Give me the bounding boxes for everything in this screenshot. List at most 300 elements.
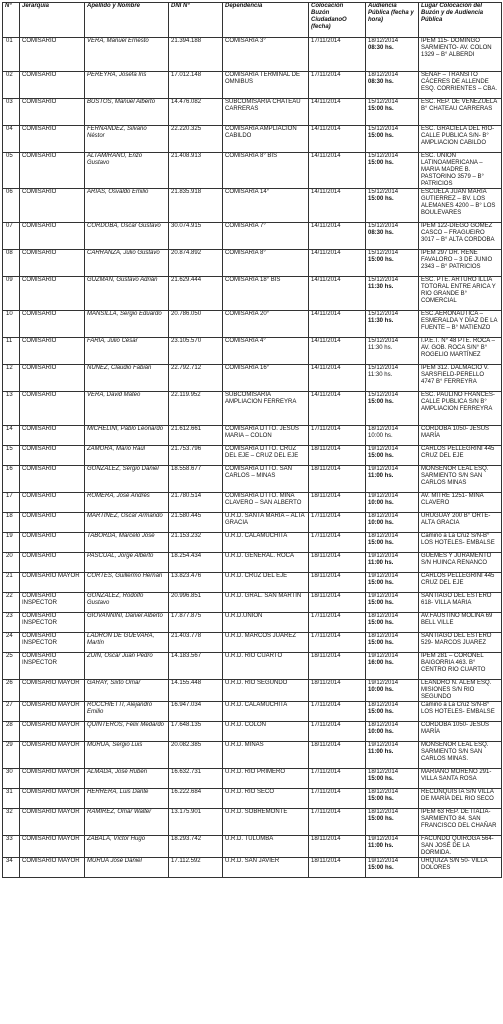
audiencia-fecha: 15/12/2014	[368, 99, 399, 105]
row-colocacion: 18/11/2014	[309, 593, 366, 613]
table-row	[3, 126, 502, 153]
row-dependencia: COMISARIA 7°	[223, 223, 309, 250]
row-colocacion: 14/11/2014	[309, 392, 366, 426]
row-number: 10	[3, 311, 20, 338]
audiencia-fecha: 18/12/2014	[368, 702, 399, 708]
row-audiencia	[366, 836, 419, 858]
audiencia-fecha: 15/12/2014	[368, 250, 399, 256]
row-dependencia: COMISARIA DTTO. JESUS MARIA – COLON	[223, 426, 309, 446]
row-jerarquia: COMISARIO MAYOR	[20, 680, 85, 702]
table-row	[3, 573, 502, 593]
row-dependencia: U.R.D. SANTA MARIA – ALTA GRACIA	[223, 513, 309, 533]
row-jerarquia: COMISARIO INSPECTOR	[20, 593, 85, 613]
row-number: 18	[3, 513, 20, 533]
row-number: 24	[3, 633, 20, 653]
header-lugar: Lugar Colocación del Buzón y de Audiencia Pública	[419, 3, 502, 38]
table-row	[3, 633, 502, 653]
row-number: 31	[3, 789, 20, 809]
row-audiencia	[366, 72, 419, 99]
audiencia-hora: 15:00 hs.	[368, 865, 394, 871]
row-lugar: MONSEÑOR LEAL ESQ. SARMIENTO S/N SAN CARLOS MINAS.	[419, 742, 502, 769]
row-lugar: MARIANO MORENO 291- VILLA SANTA ROSA	[419, 769, 502, 789]
row-dni: 21.408.913	[169, 153, 223, 189]
audiencia-fecha: 19/12/2014	[368, 742, 399, 748]
row-lugar: URUGUAY 200 B° ORTE- ALTA GRACIA	[419, 513, 502, 533]
row-jerarquia: COMISARIO	[20, 189, 85, 223]
row-dni: 14.155.448	[169, 680, 223, 702]
row-audiencia	[366, 593, 419, 613]
row-apellido-nombre: ZABALA, Víctor Hugo	[85, 836, 169, 858]
row-number: 13	[3, 392, 20, 426]
row-audiencia	[366, 38, 419, 72]
row-number: 02	[3, 72, 20, 99]
row-jerarquia: COMISARIO	[20, 426, 85, 446]
row-lugar: SENAF – TRÁNSITO CÁCERES DE ALLENDE ESQ. CORRIENTES – CBA.	[419, 72, 502, 99]
row-colocacion: 17/11/2014	[309, 613, 366, 633]
row-apellido-nombre: CORDOBA, Oscar Gustavo	[85, 223, 169, 250]
row-colocacion: 18/11/2014	[309, 466, 366, 493]
row-dependencia: U.R.D. RIO SECO	[223, 789, 309, 809]
row-apellido-nombre: ZUIN, Oscar Juan Pedro	[85, 653, 169, 680]
table-row	[3, 858, 502, 878]
table-row	[3, 809, 502, 836]
row-colocacion: 14/11/2014	[309, 277, 366, 311]
row-lugar: I.P.E.T. N° 48 PTE. ROCA – AV. GOB. ROCA S/N° B° ROGELIO MARTÍNEZ	[419, 338, 502, 365]
row-dni: 21.403.778	[169, 633, 223, 653]
row-number: 03	[3, 99, 20, 126]
row-number: 30	[3, 769, 20, 789]
row-lugar: CARLOS PELLEGRINI 445 CRUZ DEL EJE	[419, 573, 502, 593]
row-dni: 21.580.445	[169, 513, 223, 533]
audiencia-hora: 11:00 hs.	[368, 749, 394, 755]
table-row	[3, 533, 502, 553]
row-colocacion: 17/11/2014	[309, 513, 366, 533]
row-apellido-nombre: CARRANZA, Julio Gustavo	[85, 250, 169, 277]
row-colocacion: 17/11/2014	[309, 809, 366, 836]
row-jerarquia: COMISARIO	[20, 277, 85, 311]
row-jerarquia: COMISARIO	[20, 38, 85, 72]
row-number: 19	[3, 533, 20, 553]
table-header-row	[3, 3, 502, 38]
row-jerarquia: COMISARIO	[20, 250, 85, 277]
row-dependencia: COMISARIA 20°	[223, 311, 309, 338]
row-dni: 13.175.901	[169, 809, 223, 836]
row-number: 25	[3, 653, 20, 680]
row-dni: 21.153.232	[169, 533, 223, 553]
row-apellido-nombre: PASCUAL, Jorge Alberto	[85, 553, 169, 573]
row-lugar: ESCUELA JUAN MARIA GUTIERREZ – BV. LOS ALEMANES 4200 – B° LOS BOULEVARES	[419, 189, 502, 223]
row-audiencia	[366, 533, 419, 553]
row-dni: 21.612.661	[169, 426, 223, 446]
row-apellido-nombre: GONZÁLEZ, Rodolfo Gustavo	[85, 593, 169, 613]
row-jerarquia: COMISARIO MAYOR	[20, 742, 85, 769]
row-lugar: ESC. REP. DE VENEZUELA B° CHATEAU CARRERAS	[419, 99, 502, 126]
audiencia-hora: 11:00 hs.	[368, 843, 394, 849]
document-page	[2, 2, 501, 878]
audiencia-hora: 15:00 hs.	[368, 540, 394, 546]
row-dependencia: COMISARIA DTTO. CRUZ DEL EJE – CRUZ DEL EJE	[223, 446, 309, 466]
row-colocacion: 18/11/2014	[309, 858, 366, 878]
row-audiencia	[366, 426, 419, 446]
row-jerarquia: COMISARIO	[20, 99, 85, 126]
row-number: 21	[3, 573, 20, 593]
row-dni: 18.558.677	[169, 466, 223, 493]
row-apellido-nombre: MICHELINI, Pablo Leonardo	[85, 426, 169, 446]
row-audiencia	[366, 573, 419, 593]
row-colocacion: 17/11/2014	[309, 722, 366, 742]
table-row	[3, 338, 502, 365]
row-jerarquia: COMISARIO	[20, 446, 85, 466]
row-jerarquia: COMISARIO	[20, 311, 85, 338]
row-audiencia	[366, 858, 419, 878]
row-dependencia: COMISARIA 14°	[223, 189, 309, 223]
row-audiencia	[366, 633, 419, 653]
row-lugar: CORDOBA 1050- JESÚS MARÍA	[419, 426, 502, 446]
audiencia-hora: 15:00 hs.	[368, 600, 394, 606]
table-row	[3, 836, 502, 858]
audiencia-hora: 11:30 hs.	[368, 318, 394, 324]
row-number: 11	[3, 338, 20, 365]
row-apellido-nombre: GUZMAN, Gustavo Adrián	[85, 277, 169, 311]
audiencia-fecha: 18/12/2014	[368, 633, 399, 639]
row-dni: 18.293.742	[169, 836, 223, 858]
row-colocacion: 14/11/2014	[309, 250, 366, 277]
audiencia-hora: 15:00 hs.	[368, 796, 394, 802]
row-dni: 20.786.050	[169, 311, 223, 338]
row-number: 29	[3, 742, 20, 769]
row-audiencia	[366, 311, 419, 338]
row-lugar: AV.FAUSTINO MOLINA 69 BELL VILLE	[419, 613, 502, 633]
row-dependencia: U.R.D. GENERAL. ROCA	[223, 553, 309, 573]
row-colocacion: 17/11/2014	[309, 72, 366, 99]
table-row	[3, 189, 502, 223]
row-jerarquia: COMISARIO MAYOR	[20, 809, 85, 836]
table-row	[3, 153, 502, 189]
audiencia-hora: 15:00 hs.	[368, 399, 394, 405]
row-colocacion: 14/11/2014	[309, 365, 366, 392]
row-lugar: ESC. GRACIELA DEL RIO- CALLE PUBLICA S/N- B° AMPLIACION CABILDO	[419, 126, 502, 153]
row-colocacion: 17/11/2014	[309, 633, 366, 653]
audiencia-fecha: 15/12/2014	[368, 392, 399, 398]
audiencia-hora: 08:30 hs.	[368, 45, 394, 51]
row-audiencia	[366, 446, 419, 466]
row-jerarquia: COMISARIO MAYOR	[20, 769, 85, 789]
row-apellido-nombre: FERNANDEZ, Silvano Néstor	[85, 126, 169, 153]
table-row	[3, 493, 502, 513]
row-colocacion: 17/11/2014	[309, 702, 366, 722]
row-dni: 21.780.514	[169, 493, 223, 513]
row-apellido-nombre: PEREYRA, Josefa Iris	[85, 72, 169, 99]
row-dni: 17.648.135	[169, 722, 223, 742]
row-dependencia: COMISARIA 4°	[223, 338, 309, 365]
table-row	[3, 277, 502, 311]
row-dependencia: COMISARIA 16°	[223, 365, 309, 392]
row-jerarquia: COMISARIO MAYOR	[20, 836, 85, 858]
row-jerarquia: COMISARIO	[20, 223, 85, 250]
row-audiencia	[366, 722, 419, 742]
row-jerarquia: COMISARIO INSPECTOR	[20, 613, 85, 633]
row-dni: 20.082.385	[169, 742, 223, 769]
row-dni: 30.074.915	[169, 223, 223, 250]
row-dni: 13.823.476	[169, 573, 223, 593]
row-apellido-nombre: ALMADA, José Rubén	[85, 769, 169, 789]
row-jerarquia: COMISARIO INSPECTOR	[20, 633, 85, 653]
row-audiencia	[366, 702, 419, 722]
row-dependencia: U.R.D. MARCOS JUAREZ	[223, 633, 309, 653]
row-dependencia: U.R.D. MINAS	[223, 742, 309, 769]
audiencia-fecha: 19/12/2014	[368, 493, 399, 499]
row-number: 20	[3, 553, 20, 573]
header-dependencia: Dependencia	[223, 3, 309, 38]
row-colocacion: 17/11/2014	[309, 533, 366, 553]
audiencia-hora: 10:00 hs.	[368, 687, 394, 693]
row-audiencia	[366, 250, 419, 277]
header-numero: N°	[3, 3, 20, 38]
row-colocacion: 14/11/2014	[309, 99, 366, 126]
row-jerarquia: COMISARIO MAYOR	[20, 722, 85, 742]
audiencia-hora: 15:00 hs.	[368, 776, 394, 782]
table-row	[3, 426, 502, 446]
audiencia-hora: 10:00 hs.	[368, 729, 394, 735]
table-row	[3, 99, 502, 126]
header-apellido-nombre: Apellido y Nombre	[85, 3, 169, 38]
row-number: 28	[3, 722, 20, 742]
row-lugar: CORDOBA 1050- JESÚS MARÍA	[419, 722, 502, 742]
row-colocacion: 18/11/2014	[309, 836, 366, 858]
row-audiencia	[366, 466, 419, 493]
row-dni: 16.947.034	[169, 702, 223, 722]
audiencia-fecha: 18/12/2014	[368, 426, 399, 432]
row-apellido-nombre: CORTES, Guillermo Hernán	[85, 573, 169, 593]
row-audiencia	[366, 392, 419, 426]
table-row	[3, 38, 502, 72]
audiencia-fecha: 18/12/2014	[368, 38, 399, 44]
audiencia-fecha: 19/12/2014	[368, 653, 399, 659]
row-lugar: LEANDRO N. ALEM ESQ. MISIONES S/N RIO SEGUNDO	[419, 680, 502, 702]
audiencia-fecha: 15/12/2014	[368, 365, 399, 371]
row-jerarquia: COMISARIO MAYOR	[20, 573, 85, 593]
row-colocacion: 17/11/2014	[309, 38, 366, 72]
row-apellido-nombre: MURUA José Daniel	[85, 858, 169, 878]
row-dni: 17.877.875	[169, 613, 223, 633]
row-colocacion: 14/11/2014	[309, 126, 366, 153]
audiencia-fecha: 18/12/2014	[368, 533, 399, 539]
audiencia-hora: 15:00 hs.	[368, 580, 394, 586]
row-number: 07	[3, 223, 20, 250]
row-dni: 22.792.712	[169, 365, 223, 392]
row-dni: 16.222.684	[169, 789, 223, 809]
row-apellido-nombre: ROMERA, José Andrés	[85, 493, 169, 513]
row-lugar: IPEM 63 REP. DE ITALIA- SARMIENTO 84. SAN FRANCISCO DEL CHAÑAR	[419, 809, 502, 836]
audiencia-fecha: 15/12/2014	[368, 153, 399, 159]
row-number: 01	[3, 38, 20, 72]
row-colocacion: 17/11/2014	[309, 426, 366, 446]
table-row	[3, 613, 502, 633]
row-colocacion: 18/11/2014	[309, 653, 366, 680]
row-dni: 20.874.892	[169, 250, 223, 277]
row-dni: 23.105.570	[169, 338, 223, 365]
row-dni: 21.629.444	[169, 277, 223, 311]
audiencia-hora: 10:00 hs.	[368, 500, 394, 506]
header-dni: DNI N°	[169, 3, 223, 38]
row-colocacion: 18/11/2014	[309, 573, 366, 593]
row-jerarquia: COMISARIO	[20, 533, 85, 553]
audiencia-fecha: 19/12/2014	[368, 466, 399, 472]
audiencia-hora: 15:00 hs.	[368, 160, 394, 166]
audiencia-hora: 08:30 hs.	[368, 230, 394, 236]
row-lugar: AV. MITRE 1251- MINA CLAVERO	[419, 493, 502, 513]
audiencia-fecha: 19/12/2014	[368, 593, 399, 599]
row-colocacion: 17/11/2014	[309, 789, 366, 809]
table-row	[3, 466, 502, 493]
table-row	[3, 365, 502, 392]
audiencia-hora: 11:00 hs.	[368, 560, 394, 566]
row-apellido-nombre: GIOVANNINI, Daniel Alberto	[85, 613, 169, 633]
header-jerarquia: Jerarquía	[20, 3, 85, 38]
audiencia-hora: 11:30 hs.	[368, 372, 393, 378]
audiencia-hora: 15:00 hs.	[368, 620, 394, 626]
row-audiencia	[366, 153, 419, 189]
audiencia-hora: 08:30 hs.	[368, 79, 394, 85]
row-dependencia: U.R.D. RIO SEGUNDO	[223, 680, 309, 702]
row-apellido-nombre: MANSILLA, Sergio Eduardo	[85, 311, 169, 338]
audiencia-hora: 15:00 hs.	[368, 816, 394, 822]
row-dependencia: COMISARIA 8° BIS	[223, 153, 309, 189]
header-audiencia-publica: Audiencia Pública (fecha y hora)	[366, 3, 419, 38]
row-jerarquia: COMISARIO	[20, 126, 85, 153]
row-lugar: IPEM 122-DIEGO GOMEZ CASCO – FRAGUEIRO 3017 – B° ALTA CORDOBA	[419, 223, 502, 250]
table-row	[3, 702, 502, 722]
audiencia-hora: 15:00 hs.	[368, 196, 394, 202]
audiencia-fecha: 15/12/2014	[368, 311, 399, 317]
audiencia-fecha: 19/12/2014	[368, 858, 399, 864]
row-apellido-nombre: ALTAMIRANO, Enzo Gustavo	[85, 153, 169, 189]
row-jerarquia: COMISARIO	[20, 513, 85, 533]
table-row	[3, 680, 502, 702]
audiencia-hora: 15:00 hs.	[368, 257, 394, 263]
row-apellido-nombre: FARIA, Julio César	[85, 338, 169, 365]
row-apellido-nombre: RAMIREZ, Omar Walter	[85, 809, 169, 836]
row-dependencia: U.R.D.UNION	[223, 613, 309, 633]
row-audiencia	[366, 365, 419, 392]
table-row	[3, 311, 502, 338]
row-colocacion: 14/11/2014	[309, 311, 366, 338]
audiencia-fecha: 18/12/2014	[368, 72, 399, 78]
row-colocacion: 14/11/2014	[309, 223, 366, 250]
row-number: 33	[3, 836, 20, 858]
row-lugar: MONSEÑOR LEAL ESQ. SARMIENTO S/N SAN CARLOS MINAS	[419, 466, 502, 493]
audiencia-fecha: 15/12/2014	[368, 338, 399, 344]
row-lugar: Camino a La Cruz S/N-B° LOS HOTELES- EMBALSE	[419, 533, 502, 553]
audiencia-fecha: 15/12/2014	[368, 126, 399, 132]
row-lugar: ESC. PTE. ARTURO ILLIA TOTORAL ENTRE ARICA Y RIO GRANDE B° COMERCIAL	[419, 277, 502, 311]
row-apellido-nombre: GARAY, Sixto Omar	[85, 680, 169, 702]
row-colocacion: 14/11/2014	[309, 153, 366, 189]
row-jerarquia: COMISARIO MAYOR	[20, 858, 85, 878]
row-jerarquia: COMISARIO	[20, 493, 85, 513]
row-number: 23	[3, 613, 20, 633]
row-lugar: ESC. PAULINO FRANCES- CALLE PUBLICA S/N B° AMPLIACION FERREYRA	[419, 392, 502, 426]
row-jerarquia: COMISARIO MAYOR	[20, 702, 85, 722]
audiencia-fecha: 18/12/2014	[368, 809, 399, 815]
row-dependencia: COMISARIA 3°	[223, 38, 309, 72]
row-dni: 14.476.082	[169, 99, 223, 126]
row-apellido-nombre: HERRERA, Luis Dante	[85, 789, 169, 809]
row-number: 34	[3, 858, 20, 878]
table-row	[3, 789, 502, 809]
row-colocacion: 17/11/2014	[309, 769, 366, 789]
row-colocacion: 14/11/2014	[309, 338, 366, 365]
row-jerarquia: COMISARIO	[20, 153, 85, 189]
row-audiencia	[366, 513, 419, 533]
row-dependencia: U.R.D. GRAL. SAN MARTIN	[223, 593, 309, 613]
audiencia-fecha: 19/12/2014	[368, 836, 399, 842]
row-jerarquia: COMISARIO	[20, 365, 85, 392]
row-number: 14	[3, 426, 20, 446]
row-audiencia	[366, 99, 419, 126]
row-dni: 22.220.325	[169, 126, 223, 153]
row-number: 08	[3, 250, 20, 277]
row-dni: 16.632.731	[169, 769, 223, 789]
row-dependencia: U.R.D. CALAMUCHITA	[223, 702, 309, 722]
audiencia-fecha: 19/12/2014	[368, 553, 399, 559]
row-jerarquia: COMISARIO	[20, 338, 85, 365]
row-dependencia: U.R.D. CRUZ DEL EJE	[223, 573, 309, 593]
row-apellido-nombre: NUÑEZ, Claudio Fabián	[85, 365, 169, 392]
table-row	[3, 553, 502, 573]
row-audiencia	[366, 553, 419, 573]
row-lugar: IPEM 115- DOMINGO SARMIENTO- AV. COLON 1329 – B° ALBERDI	[419, 38, 502, 72]
audiencia-hora: 11:00 hs.	[368, 473, 394, 479]
table-row	[3, 653, 502, 680]
row-lugar: SANTIAGO DEL ESTERO 618- VILLA MARIA	[419, 593, 502, 613]
row-audiencia	[366, 742, 419, 769]
audiencia-hora: 15:00 hs.	[368, 640, 394, 646]
row-audiencia	[366, 277, 419, 311]
row-lugar: FACUNDO QUIROGA 564- SAN JOSÉ DE LA DORMIDA.	[419, 836, 502, 858]
row-lugar: ESC. UNION LATINOAMERICANA – MARIA MADRE B. PASTORINO 3579 – B° PATRICIOS	[419, 153, 502, 189]
row-colocacion: 18/11/2014	[309, 493, 366, 513]
row-dependencia: COMISARIA DTTO. MINA CLAVERO – SAN ALBERTO	[223, 493, 309, 513]
header-colocacion-buzon: Colocación Buzón CiudadanoO (fecha)	[309, 3, 366, 38]
audiencia-fecha: 19/12/2014	[368, 573, 399, 579]
row-dni: 21.835.918	[169, 189, 223, 223]
row-lugar: URQUIZA S/N 50- VILLA DOLORES	[419, 858, 502, 878]
audiencia-fecha: 18/12/2014	[368, 722, 399, 728]
audiencia-hora: 16:00 hs.	[368, 660, 394, 666]
row-dni: 22.119.952	[169, 392, 223, 426]
row-apellido-nombre: ZAMORA, Mario Raúl	[85, 446, 169, 466]
row-audiencia	[366, 680, 419, 702]
row-apellido-nombre: ROCCHIETTI, Alejandro Emilio	[85, 702, 169, 722]
table-row	[3, 392, 502, 426]
audiencia-fecha: 18/12/2014	[368, 513, 399, 519]
row-dni: 17.012.148	[169, 72, 223, 99]
row-apellido-nombre: VERA, Manuel Ernesto	[85, 38, 169, 72]
row-dependencia: COMISARIA TERMINAL DE OMNIBUS	[223, 72, 309, 99]
row-dependencia: COMISARIA AMPLIACION CABILDO	[223, 126, 309, 153]
audiencia-fecha: 15/12/2014	[368, 223, 399, 229]
row-number: 04	[3, 126, 20, 153]
row-apellido-nombre: BUSTOS, Manuel Alberto	[85, 99, 169, 126]
row-colocacion: 18/11/2014	[309, 742, 366, 769]
row-audiencia	[366, 338, 419, 365]
audiencia-fecha: 15/12/2014	[368, 189, 399, 195]
row-audiencia	[366, 493, 419, 513]
row-dependencia: U.R.D. COLON	[223, 722, 309, 742]
audiencia-fecha: 18/12/2014	[368, 613, 399, 619]
row-dependencia: SUBCOMISARIA CHATEAU CARRERAS	[223, 99, 309, 126]
